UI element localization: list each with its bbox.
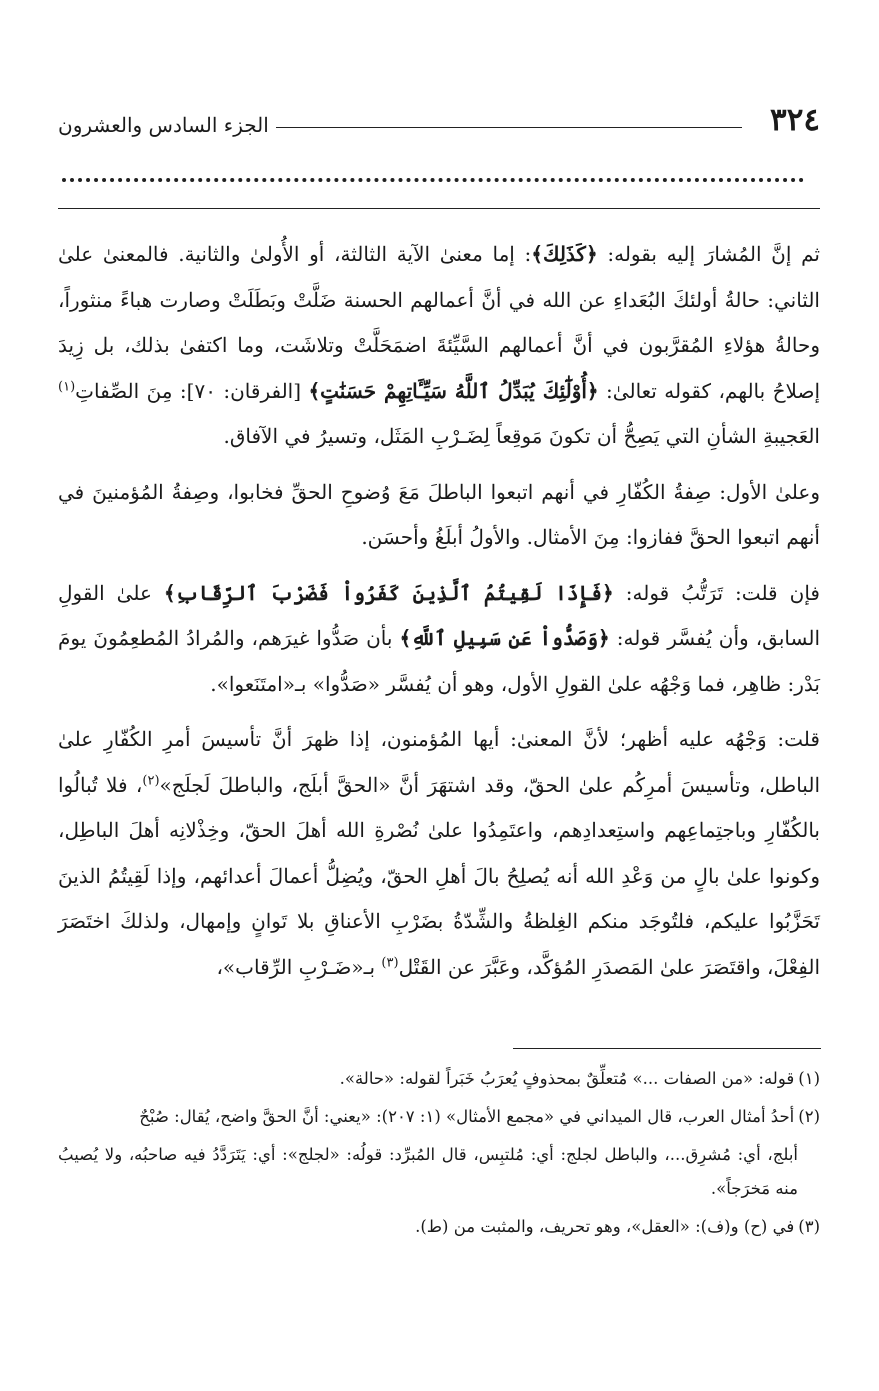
text-run: ، فلا تُبالُوا بالكُفّارِ وباجتِماعِهم واستِعدادِهم، واعتَمِدُوا علىٰ نُصْرةِ الله أهلَ الحقّ، وخِذْلانِه أهلَ الباطِل، وكونوا علىٰ بالٍ من وَعْدِ الله أنه يُصلِحُ بالَ أهلِ الحقّ، ويُضِلُّ أعمالَ أعدائهم، وإذا لَقِيتُمُ الذينَ تَحَزَّبُوا عليكم، فلتُوجَد منكم الغِلظةُ والشِّدّةُ بضَرْبِ الأعناقِ بلا تَوانٍ وإمهال، ولذلكَ اختَصَرَ الفِعْلَ، واقتَصَرَ علىٰ المَصدَرِ المُؤكَّد، وعَبَّرَ عن القَتْل	[58, 772, 820, 979]
footnote-3	[58, 1210, 820, 1244]
footnote-marker[interactable]: (١)	[58, 378, 76, 394]
header-rule	[276, 127, 742, 128]
paragraph-2: وعلىٰ الأول: صِفةُ الكُفّارِ في أنهم اتبعوا الباطلَ مَعَ وُضوحِ الحقِّ فخابوا، وصِفةُ المُؤمنينَ في أنهم اتبعوا الحقَّ ففازوا: مِنَ الأمثال. والأولُ أبلَغُ وأحسَن.	[58, 479, 820, 549]
text-run: العَجيبةِ الشأنِ التي يَصِحُّ أن تكونَ مَوقِعاً لِضَـرْبِ المَثَل، وتسيرُ في الآفاق.	[223, 424, 820, 448]
header-dotted-line	[62, 178, 804, 194]
quran-verse: ﴿كَذَلِكَ﴾	[531, 242, 598, 266]
paragraph-3	[58, 571, 820, 708]
paragraph-1	[58, 232, 820, 460]
footnote-text: في (ح) و(ف): «العقل»، وهو تحريف، والمثبت من (ط).	[415, 1217, 795, 1236]
running-title: الجزء السادس والعشرون	[58, 113, 269, 137]
text-run: قلت: وَجْهُه عليه أظهر؛ لأنَّ المعنىٰ: أيها المُؤمنون، إذا ظهرَ أنَّ تأسيسَ أمرِ الكُفّارِ علىٰ الباطل، وتأسيسَ أمرِكُم علىٰ الحقّ، وقد اشتهَرَ أنَّ «الحقَّ أبلَج، والباطلَ لَجلَج»	[58, 727, 820, 797]
paragraph-4	[58, 717, 820, 990]
footnote-number: (٣)	[798, 1217, 820, 1236]
footnote-1	[58, 1062, 820, 1096]
quran-verse: ﴿أُوْلَٰٓئِكَ يُبَدِّلُ ٱللَّهُ سَيِّـَٔاتِهِمْ حَسَنَٰتٍ﴾	[308, 378, 599, 403]
text-run: ثم إنَّ المُشارَ إليه بقوله:	[597, 242, 820, 266]
page-number: ٣٢٤	[770, 102, 820, 138]
text-run: علىٰ القولِ السابق، وأن يُفسَّر قوله:	[58, 580, 821, 650]
page-header	[58, 100, 820, 144]
footnote-text: قوله: «من الصفات ...» مُتعلِّقٌ بمحذوفٍ يُعرَبُ خَبَراً لقوله: «حالة».	[339, 1069, 795, 1088]
footnote-number: (١)	[798, 1069, 820, 1088]
footnote-marker[interactable]: (٢)	[142, 772, 160, 788]
footnote-text: أحدُ أمثال العرب، قال الميداني في «مجمع الأمثال» (١: ٢٠٧): «يعني: أنَّ الحقَّ واضح، يُقال: صُبْحٌ	[139, 1107, 795, 1126]
text-run: [الفرقان: ٧٠]: مِنَ الصِّفاتِ	[75, 378, 309, 403]
footnote-2	[58, 1100, 820, 1134]
footnote-number: (٢)	[798, 1107, 820, 1126]
quran-verse: ﴿وَصَدُّواْ عَن سَبِيلِ ٱللَّهِ﴾	[399, 626, 610, 650]
text-run: بـ«ضَـرْبِ الرِّقاب»،	[216, 954, 382, 979]
header-underline	[58, 208, 820, 209]
footnote-2-continuation: أبلج، أي: مُشرِق...، والباطل لجلج: أي: مُلتبِس، قال المُبرِّد: قولُه: «لجلج»: أي: يَتَرَدَّدُ فيه صاحبُه، ولا يُصيبُ منه مَخرَجاً».	[58, 1145, 798, 1198]
main-text	[58, 232, 820, 1000]
text-run: بأن صَدُّوا غيرَهم، والمُرادُ المُطعِمُونَ يومَ بَدْر: ظاهِر، فما وَجْهُه علىٰ القولِ الأول، وهو أن يُفسَّر «صَدُّوا» بـ«امتَنَعوا».	[58, 626, 820, 696]
text-run: فإن قلت: تَرَتُّبُ قوله:	[613, 580, 820, 605]
footnotes	[58, 1062, 820, 1248]
footnote-rule	[513, 1048, 821, 1049]
quran-verse: ﴿فَإِذَا لَقِيتُمُ ٱلَّذِينَ كَفَرُواْ فَضَرْبَ ٱلرِّقَابِ﴾	[163, 580, 614, 605]
footnote-marker[interactable]: (٣)	[381, 954, 399, 970]
text-run: : إما معنىٰ الآية الثالثة، أو الأُولىٰ والثانية. فالمعنىٰ علىٰ الثاني: حالةُ أولئكَ البُعَداءِ عن الله في أنَّ أعمالهم الحسنة ضَلَّتْ وبَطَلَتْ وصارت هباءً منثوراً، وحالةُ هؤلاءِ المُقرَّبون في أنَّ أعمالهم السَّيِّئةَ اضمَحَلَّتْ وتلاشَت، وما اكتفىٰ بذلك، بل زِيدَ إصلاحُ بالهم، كقوله تعالىٰ:	[58, 242, 820, 403]
